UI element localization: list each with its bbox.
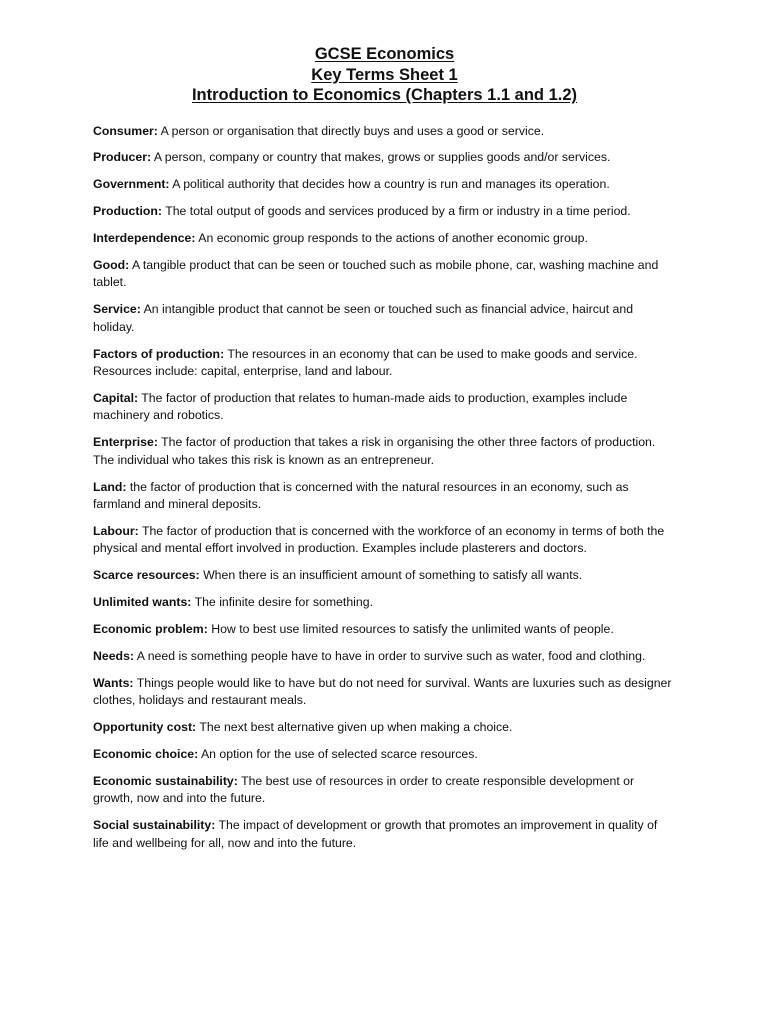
key-terms-list [93, 123, 676, 853]
term-definition: The best use of resources in order to create responsible development or growth, now and into the future. [93, 773, 635, 806]
term-label: Producer: [93, 150, 152, 165]
term-definition: How to best use limited resources to satisfy the unlimited wants of people. [207, 622, 614, 637]
term-label: Needs: [93, 648, 135, 663]
term-label: Unlimited wants: [93, 595, 192, 610]
term-definition: The factor of production that is concerned with the workforce of an economy in terms of both the physical and mental effort involved in production. Examples include plasterers and doctors. [93, 523, 665, 556]
term-label: Labour: [93, 523, 139, 538]
document-subtitle: Key Terms Sheet 1 [311, 65, 458, 84]
term-consumer [93, 123, 676, 140]
term-label: Opportunity cost: [93, 720, 197, 735]
term-definition: An intangible product that cannot be seen or touched such as financial advice, haircut and holiday. [93, 302, 634, 334]
term-economic-problem [93, 621, 676, 638]
term-label: Economic sustainability: [93, 773, 238, 788]
term-producer [93, 149, 676, 166]
term-label: Economic problem: [93, 622, 208, 637]
term-definition: The factor of production that relates to human-made aids to production, examples include machinery and robotics. [93, 390, 628, 423]
term-definition: An economic group responds to the actions of another economic group. [195, 231, 588, 246]
term-definition: The impact of development or growth that promotes an improvement in quality of life and wellbeing for all, now and into the future. [93, 818, 658, 850]
term-definition: the factor of production that is concerned with the natural resources in an economy, such as farmland and mineral deposits. [93, 479, 629, 511]
term-economic-choice [93, 746, 676, 763]
term-definition: The infinite desire for something. [191, 595, 373, 610]
term-scarce-resources [93, 567, 676, 584]
term-label: Land: [93, 479, 127, 494]
term-label: Factors of production: [93, 346, 225, 361]
document-topic: Introduction to Economics (Chapters 1.1 and 1.2) [191, 86, 578, 104]
term-wants [93, 675, 676, 710]
term-definition: When there is an insufficient amount of something to satisfy all wants. [199, 568, 583, 583]
term-social-sustainability [93, 817, 676, 852]
term-definition: A person, company or country that makes, grows or supplies goods and/or services. [151, 150, 611, 165]
term-label: Enterprise: [93, 435, 158, 450]
term-government [93, 176, 676, 193]
term-good [93, 257, 676, 292]
term-label: Consumer: [93, 123, 158, 138]
term-factors-of-production [93, 346, 676, 381]
term-opportunity-cost [93, 719, 676, 736]
term-label: Good: [93, 258, 130, 273]
term-label: Government: [93, 177, 170, 192]
term-label: Scarce resources: [93, 568, 200, 583]
term-label: Social sustainability: [93, 818, 216, 833]
term-definition: A tangible product that can be seen or touched such as mobile phone, car, washing machine and tablet. [93, 258, 659, 290]
term-enterprise [93, 434, 676, 469]
term-definition: Things people would like to have but do not need for survival. Wants are luxuries such as designer clothes, holidays and restaurant meals. [93, 675, 672, 708]
term-definition: An option for the use of selected scarce resources. [198, 747, 478, 762]
term-definition: The next best alternative given up when making a choice. [196, 720, 513, 735]
term-labour [93, 523, 676, 558]
term-needs [93, 648, 676, 665]
term-label: Capital: [93, 390, 139, 405]
term-definition: The resources in an economy that can be used to make goods and service. Resources include: capital, enterprise, land and labour. [93, 346, 638, 379]
term-capital [93, 390, 676, 425]
term-economic-sustainability [93, 773, 676, 808]
term-label: Production: [93, 204, 162, 219]
term-service [93, 301, 676, 336]
term-label: Economic choice: [93, 747, 199, 762]
term-production [93, 203, 676, 220]
term-definition: A political authority that decides how a country is run and manages its operation. [169, 177, 610, 192]
term-unlimited-wants [93, 594, 676, 611]
term-label: Service: [93, 302, 141, 317]
term-definition: The total output of goods and services produced by a firm or industry in a time period. [162, 204, 631, 219]
term-label: Interdependence: [93, 231, 196, 246]
term-definition: A need is something people have to have in order to survive such as water, food and clothing. [134, 648, 646, 663]
term-land [93, 479, 676, 514]
term-definition: A person or organisation that directly buys and uses a good or service. [157, 123, 545, 138]
term-definition: The factor of production that takes a risk in organising the other three factors of production. The individual who takes this risk is known as an entrepreneur. [93, 435, 656, 467]
term-interdependence [93, 230, 676, 247]
document-header [93, 44, 676, 106]
term-label: Wants: [93, 675, 134, 690]
document-title: GCSE Economics [314, 45, 455, 63]
